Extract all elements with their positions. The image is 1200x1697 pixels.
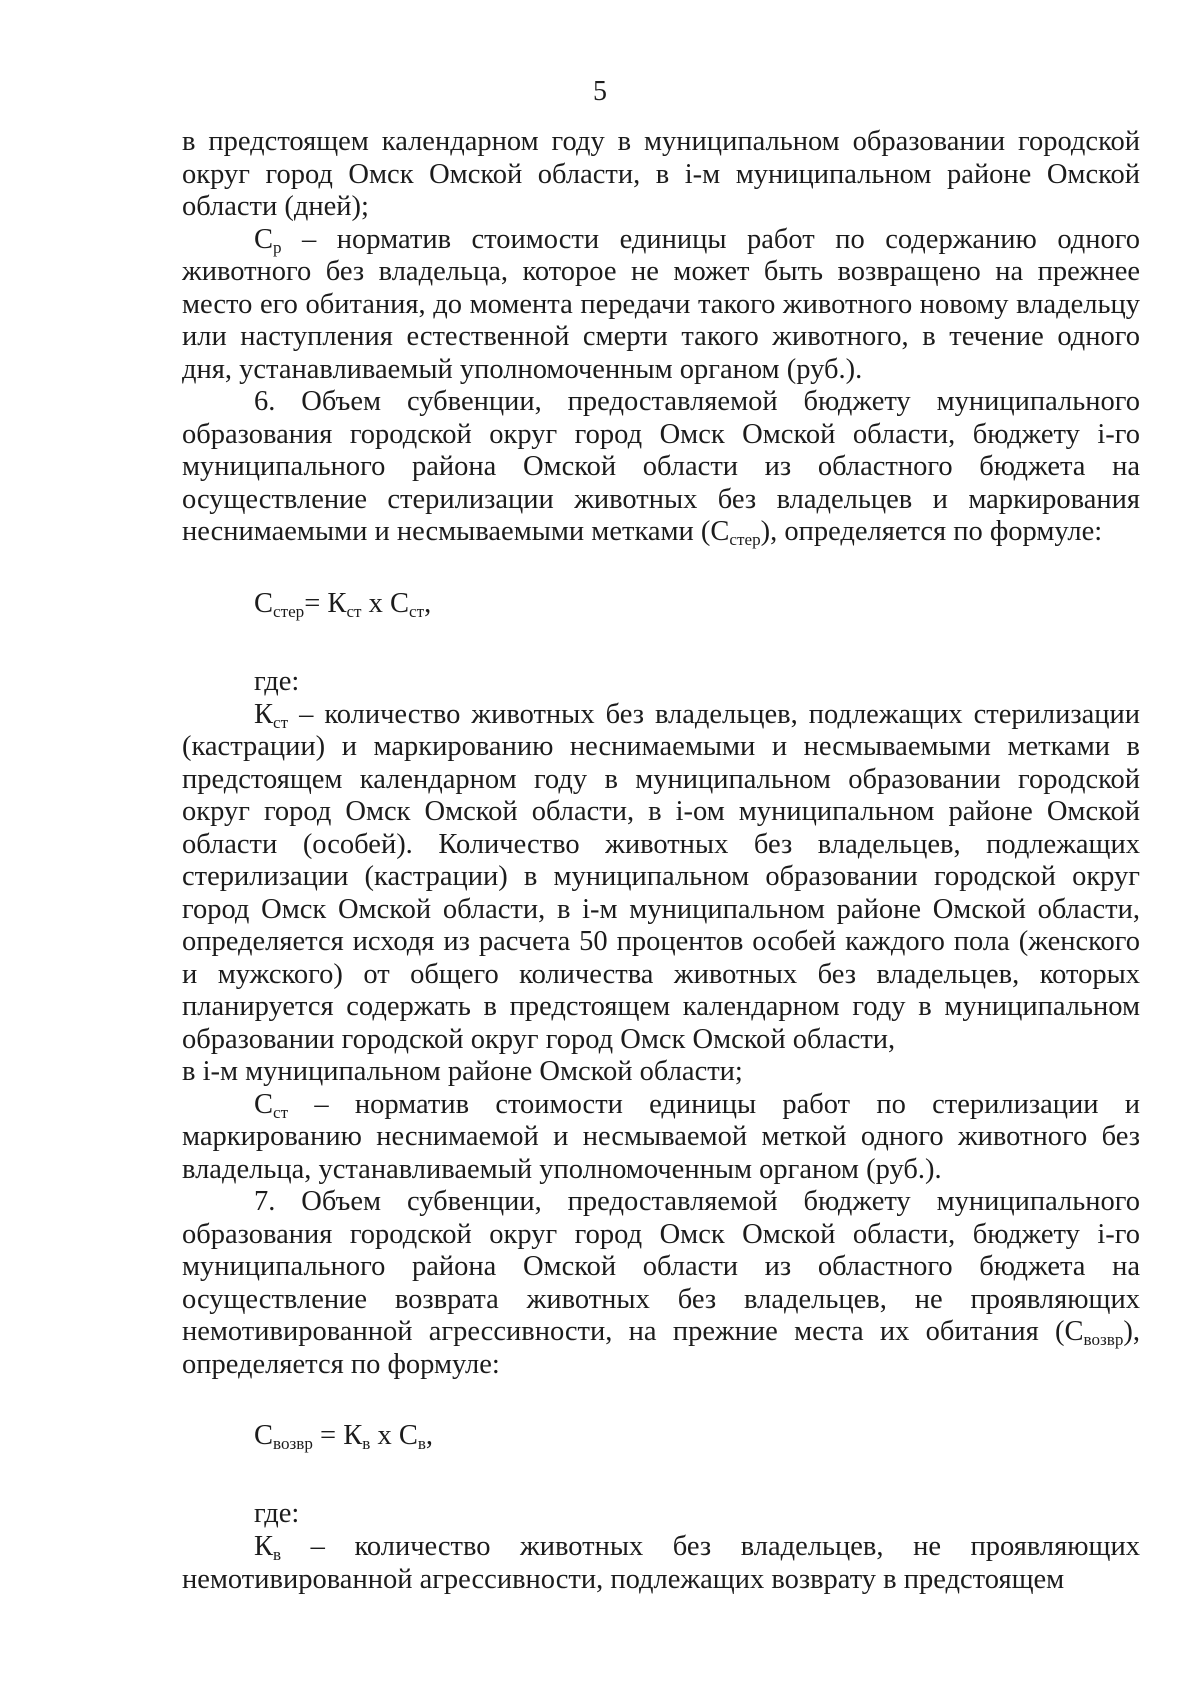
formula-operator: = — [304, 587, 328, 619]
symbol: С — [254, 223, 274, 255]
formula-operator: х — [361, 587, 390, 619]
item-text: 6. Объем субвенции, предоставляемой бюджету муниципального образования городской округ город Омск Омской области, бюджету i-го муниципального района Омской области из областного бюджета на осуществление стерилизации животных без владельцев и маркирования неснимаемыми и несмываемыми метками ( — [182, 386, 1140, 547]
paragraph-kst-definition — [182, 699, 1140, 1057]
symbol-subscript: в — [273, 1544, 282, 1564]
formula-subscript: возвр — [273, 1433, 313, 1453]
paragraph-continuation: в предстоящем календарном году в муниципальном образовании городской округ город Омск Омской области, в i-м муниципальном районе Омской области (дней); — [182, 126, 1140, 222]
spacer — [182, 549, 1140, 587]
symbol-subscript: р — [273, 237, 282, 257]
paragraph-cp-definition — [182, 224, 1140, 387]
item-text: 7. Объем субвенции, предоставляемой бюджету муниципального образования городской округ город Омск Омской области, бюджету i-го муниципального района Омской области из областного бюджета на осуществление возврата животных без владельцев, не проявляющих немотивированной агрессивности, на прежние места их обитания ( — [182, 1186, 1140, 1347]
formula-term: С — [254, 587, 274, 619]
formula-operator: х — [370, 1420, 399, 1451]
where-label: где: — [254, 665, 300, 697]
spacer — [182, 621, 1140, 665]
formula-subscript: ст — [409, 601, 425, 621]
formula-term: К — [343, 1420, 363, 1451]
definition-text: – норматив стоимости единицы работ по содержанию одного животного без владельца, которое не может быть возвращено на прежнее место его обитания, до момента передачи такого животного новому владельцу или наступления естественной смерти такого животного, в течение одного дня, устанавливаемый уполномоченным органом (руб.). — [182, 223, 1140, 385]
formula-term: С — [390, 587, 410, 619]
paragraph-kv-definition — [182, 1531, 1140, 1596]
formula-term: С — [398, 1420, 418, 1451]
symbol: К — [254, 1531, 274, 1562]
formula-term: К — [327, 587, 347, 619]
formula-operator: = — [312, 1420, 344, 1451]
symbol-subscript: ст — [273, 1102, 289, 1122]
formula-subscript: ст — [346, 601, 362, 621]
spacer — [182, 1453, 1140, 1497]
item-tail: ), определяется по формуле: — [760, 516, 1103, 547]
page-number: 5 — [593, 76, 607, 107]
formula-return — [182, 1419, 1140, 1453]
definition-text: – норматив стоимости единицы работ по стерилизации и маркированию неснимаемой и несмываемой меткой одного животного без владельца, устанавливаемый уполномоченным органом (руб.). — [182, 1088, 1140, 1185]
symbol: С — [1064, 1316, 1084, 1347]
formula-punctuation: , — [424, 587, 432, 619]
formula-term: С — [254, 1420, 274, 1451]
symbol: К — [254, 698, 274, 730]
item-tail: ), определяется по формуле: — [182, 1316, 1140, 1380]
paragraph-kst-last-line: в i-м муниципальном районе Омской области; — [182, 1056, 743, 1087]
symbol-subscript: возвр — [1083, 1329, 1124, 1349]
formula-sterilization — [182, 587, 1140, 621]
document-body — [182, 126, 1140, 1596]
paragraph-cst-definition — [182, 1089, 1140, 1187]
paragraph-item-6 — [182, 386, 1140, 549]
definition-text: – количество животных без владельцев, подлежащих стерилизации (кастрации) и маркированию неснимаемыми и несмываемыми метками в предстоящем календарном году в муниципальном образовании городской округ город Омск Омской области, в i-ом муниципальном районе Омской области (особей). Количество животных без владельцев, подлежащих стерилизации (кастрации) в муниципальном образовании городской округ город Омск Омской области, в i-м муниципальном районе Омской области, определяется исходя из расчета 50 процентов особей каждого пола (женского и мужского) от общего количества животных без владельцев, которых планируется содержать в предстоящем календарном году в муниципальном образовании городской округ город Омск Омской области, — [182, 698, 1140, 1055]
formula-subscript: в — [417, 1433, 426, 1453]
spacer — [182, 1381, 1140, 1419]
paragraph-item-7 — [182, 1186, 1140, 1381]
symbol: С — [254, 1088, 274, 1120]
formula-punctuation: , — [425, 1420, 434, 1451]
formula-subscript: в — [362, 1433, 371, 1453]
symbol-subscript: стер — [729, 529, 761, 549]
symbol-subscript: ст — [273, 712, 289, 732]
symbol: С — [710, 516, 730, 547]
definition-text: – количество животных без владельцев, не проявляющих немотивированной агрессивности, подлежащих возврату в предстоящем — [182, 1531, 1140, 1595]
where-label: где: — [254, 1498, 300, 1529]
formula-subscript: стер — [273, 601, 305, 621]
